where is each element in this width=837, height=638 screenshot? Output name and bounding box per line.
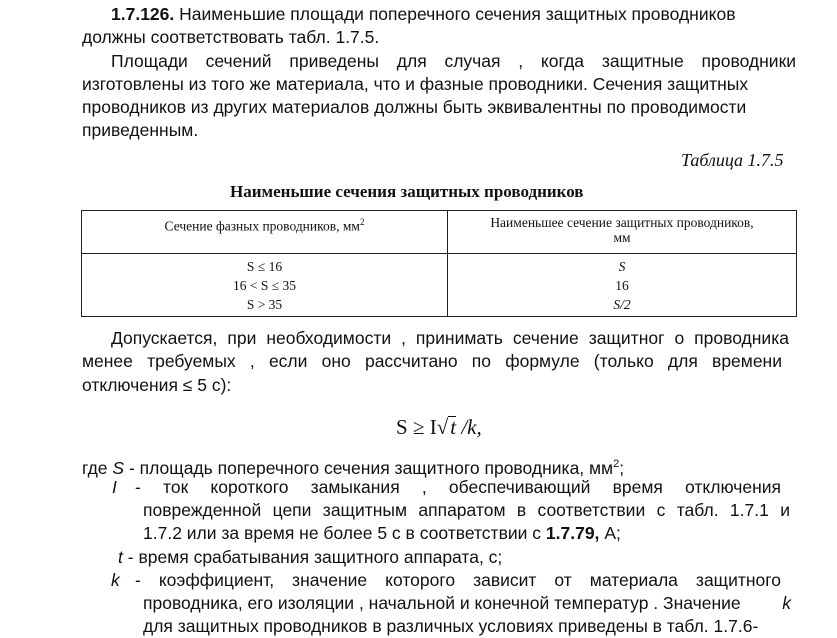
table-row [82,295,797,317]
where-prefix: где [82,457,108,478]
table-row [82,276,797,295]
definition-i-line-3-text: 1.7.2 или за время не более 5 с в соответствии с [143,523,542,543]
formula-lhs: S ≥ I [396,415,437,439]
cell-protective: S/2 [448,295,797,317]
clause-number: 1.7.126. [111,4,175,24]
paragraph-2-line-4: приведенным. [82,120,199,140]
cell-phase: S ≤ 16 [82,254,448,277]
symbol-t: t [118,547,123,567]
definition-k-line-1: - коэффициент, значение которого зависит от материала защитного [135,570,781,590]
definition-k-line-3: для защитных проводников в различных условиях приведены в табл. 1.7.6- [143,616,759,636]
symbol-i: I [112,477,117,497]
definition-s-text: - площадь поперечного сечения защитного проводника, мм [128,457,614,478]
cell-protective: S [448,254,797,277]
paragraph-2-line-1: Площади сечений приведены для случая , когда защитные проводники [111,51,796,71]
header-protective-line-1: Наименьшее сечение защитных проводников, [490,215,754,230]
paragraph-3-line-1: Допускается, при необходимости , принимать сечение защитног о проводника [111,328,789,348]
definition-s-end: ; [619,457,625,478]
definition-i-line-2: поврежденной цепи защитным аппаратом в соответствии с табл. 1.7.1 и [143,500,790,520]
definition-k-line-2 [143,592,791,615]
paragraph-2-line-2: изготовлены из того же материала, что и фазные проводники. Сечения защитных [82,74,749,94]
paragraph-3-line-2: менее требуемых , если оно рассчитано по формуле (только для времени [82,351,782,371]
definition-i-ref: 1.7.79, [545,523,600,543]
formula-rhs: /k, [461,415,482,439]
definition-t-text: - время срабатывания защитного аппарата, с; [127,547,503,567]
symbol-s: S [112,457,125,478]
header-protective-section [448,211,797,254]
definition-t [118,546,502,569]
table-header-row [82,211,797,254]
formula-radicand: t [450,415,457,439]
cell-protective: 16 [448,276,797,295]
definition-i-line-1: - ток короткого замыкания , обеспечивающий время отключения [135,477,781,497]
definition-i-line-3-end: А; [604,523,621,543]
sqrt-sign: √ [436,415,449,439]
definition-k-line-2-text: проводника, его изоляции , начальной и конечной температур . Значение [143,593,741,613]
paragraph-3-line-3: отключения ≤ 5 с): [82,375,232,395]
paragraph-2-line-3: проводников из других материалов должны быть эквивалентны по проводимости [82,97,747,117]
symbol-k: k [111,570,120,590]
definition-k-line-2-symbol: k [782,593,791,613]
cell-phase: 16 < S ≤ 35 [82,276,448,295]
sections-table [81,210,797,317]
header-protective-line-2: мм [613,230,631,245]
definition-s-sup: 2 [613,458,620,470]
paragraph-1-text: Наименьшие площади поперечного сечения защитных проводников [179,4,736,24]
header-phase-sup: 2 [359,217,365,227]
formula [396,415,482,440]
header-phase-section [82,211,448,254]
definition-i-line-3 [143,522,621,545]
header-phase-label: Сечение фазных проводников, мм [164,218,360,234]
cell-phase: S > 35 [82,295,448,317]
paragraph-1-line-2: должны соответствовать табл. 1.7.5. [82,27,380,47]
table-caption: Таблица 1.7.5 [681,150,784,170]
paragraph-1-line-1 [111,3,736,26]
table-title: Наименьшие сечения защитных проводников [230,182,584,201]
table-row [82,254,797,277]
